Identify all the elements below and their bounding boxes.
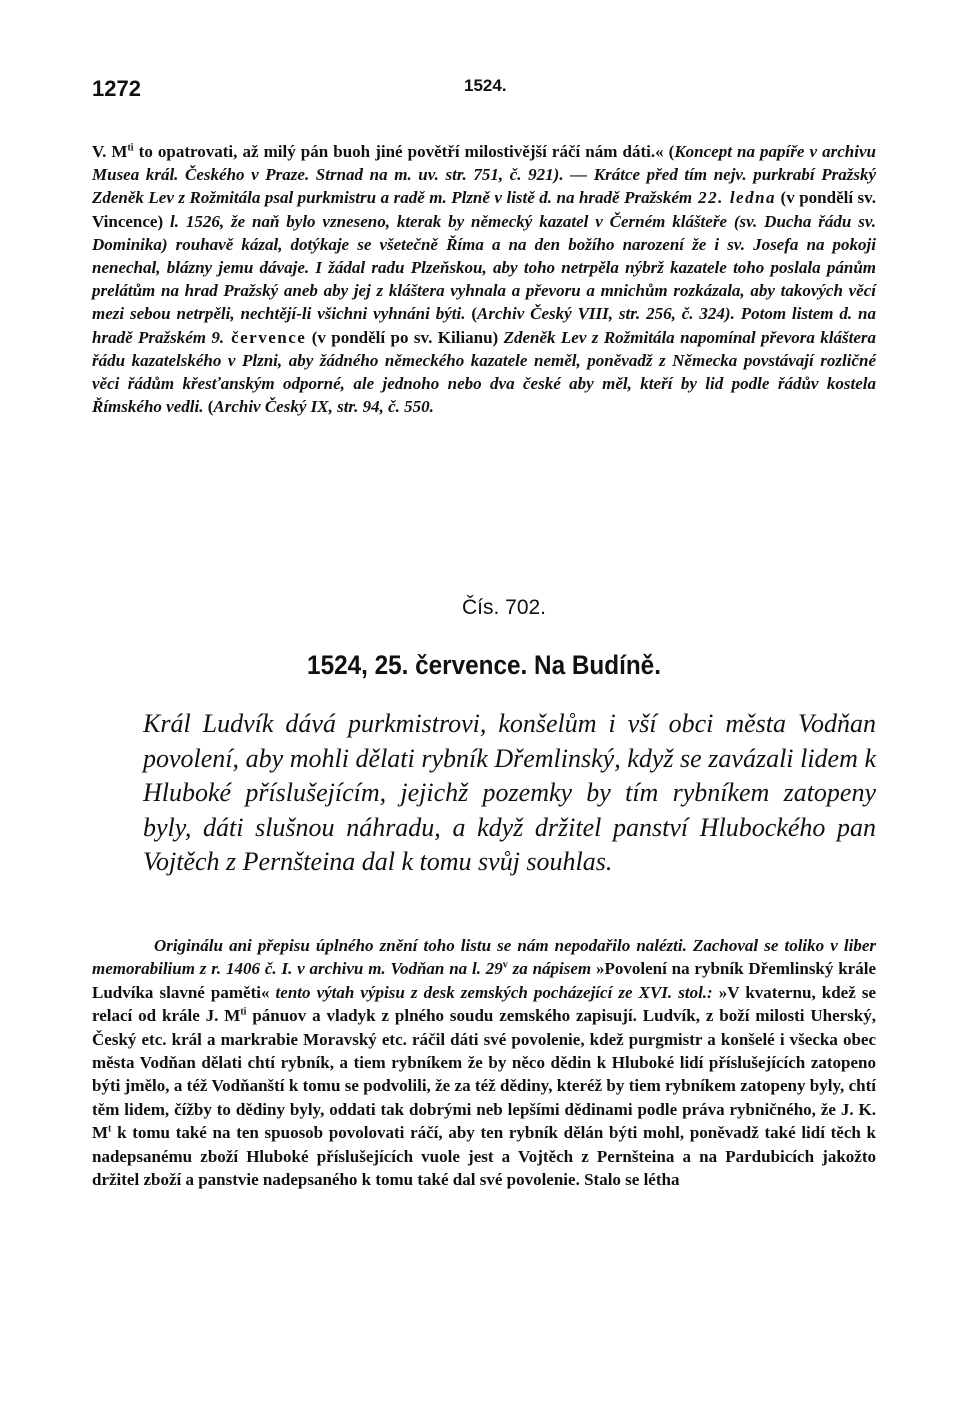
continuation-segment-italic: Zdeněk Lev z Rožmitála napomínal převora kláštera řádu kazatelského v Plzni, aby žádného německého kazatele neměl, poněvadž z Německa povstávají rozličné věci řádům křesťanským odporné, ale jednoho nebo dva české aby měl, kteří by lid podle řádův kostela Římského vedli.	[92, 327, 876, 417]
note-segment: »Povolení na rybník Dřemlinský krále Ludvíka slavné paměti«	[92, 959, 876, 1002]
spaced-date: 22. ledna	[692, 188, 777, 208]
continuation-segment: (	[465, 304, 478, 324]
page-number: 1272	[92, 76, 141, 101]
note-segment-italic: za nápisem	[507, 959, 592, 979]
superscript: v	[502, 959, 508, 971]
note-segment: pánuov a vladyk z plného soudu zemského zapisují. Ludvík, z boží milosti Uherský, Český etc. král a markrabie Moravský etc. ráčil dáti své povolenie, kdež purgmistr a konšelé i všecka obec města Vodňan dělati chtí rybník, a tiem rybníkem že by něco dědin k Hluboké lidí příslušejících zatopeno býti jmělo, a též Vodňanští k tomu se podvolili, že za též dědiny, kteréž by tiem rybníkem zatopeny byly, chtí těm lidem, čížby to dědiny byly, oddati tak dobrými neb lepšími dědinami podle práva rybničného, že J. K. M	[92, 1006, 876, 1143]
continuation-segment: (	[203, 397, 214, 417]
superscript: ti	[127, 142, 134, 154]
note-segment: k tomu také na ten spuosob povolovati ráčí, aby ten rybník dělán býti mohl, poněvadž také lidí těch k nadepsanému zboží Hluboké příslušejících vuole jest a Vojtěch z Pernšteina a na Pardubicích jakožto držitel zboží a panstvie nadepsaného k tomu také dal své povolenie. Stalo se létha	[92, 1123, 876, 1190]
document-date-place: 1524, 25. července. Na Budíně.	[307, 650, 661, 680]
document-regest: Král Ludvík dává purkmistrovi, konšelům i vší obci města Vodňan povolení, aby mohli dělati rybník Dřemlinský, když se zavázali lidem k Hluboké příslušejícím, jejichž pozemky by tím rybníkem zatopeny byly, dáti slušnou náhradu, a když držitel panství Hlubockého pan Vojtěch z Pernšteina dal k tomu svůj souhlas.	[143, 709, 876, 877]
continuation-text	[92, 140, 876, 418]
continuation-segment: (v pondělí sv. Vincence)	[92, 188, 876, 231]
continuation-segment: (v pondělí po sv. Kilianu)	[306, 327, 504, 347]
header-year: 1524.	[464, 76, 507, 95]
document-number: Čís. 702.	[461, 596, 547, 619]
continuation-segment-italic: Archiv Český IX, str. 94, č. 550.	[213, 397, 434, 417]
note-segment-italic: Originálu ani přepisu úplného znění toho listu se nám nepodařilo nalézti. Zachoval se toliko v liber memorabilium z r. 1406 č. I. v archivu m. Vodňan na l. 29	[92, 936, 876, 979]
continuation-segment: to opatrovati, až milý pán buoh jiné povětří milostivější ráčí nám dáti.« (	[133, 142, 675, 161]
spaced-date: července	[224, 327, 307, 347]
superscript: ti	[240, 1006, 247, 1018]
continuation-segment-italic: Koncept na papíře v archivu Musea král. Českého v Praze. Strnad na m. uv. str. 751, č. 921). — Krátce před tím nejv. purkrabí Pražský Zdeněk Lev z Rožmitála psal purkmistru a radě m. Plzně v listě d. na hradě Pražském	[92, 142, 876, 208]
continuation-segment-italic: l. 1526, že naň bylo vzneseno, kterak by německý kazatel v Černém klášteře (sv. Ducha řádu sv. Dominika) rouhavě kázal, dotýkaje se všetečně Říma a na den božího narození že i sv. Josefa na pokoji nenechal, blázny jemu dávaje. I žádal radu Plzeňskou, aby toho netrpěla nýbrž kazatele toho poslala pánům prelátům na hrad Pražský aneb aby jej z kláštera vyhnala a převoru a mnichům rozkázala, aby takových věcí mezi sebou netrpěli, nechtějí-li všichni vyhnáni býti.	[92, 211, 877, 324]
source-note	[92, 934, 876, 1191]
continuation-segment: V. M	[92, 142, 128, 161]
continuation-segment-italic: Archiv Český VIII, str. 256, č. 324). Potom listem d. na hradě Pražském 9.	[92, 304, 876, 347]
superscript: t	[108, 1123, 112, 1135]
running-header	[92, 76, 876, 106]
note-segment: »V kvaternu, kdež se relací od krále J. M	[92, 982, 877, 1026]
note-segment-italic: tento výtah výpisu z desk zemských pocházející ze XVI. stol.:	[275, 982, 713, 1002]
